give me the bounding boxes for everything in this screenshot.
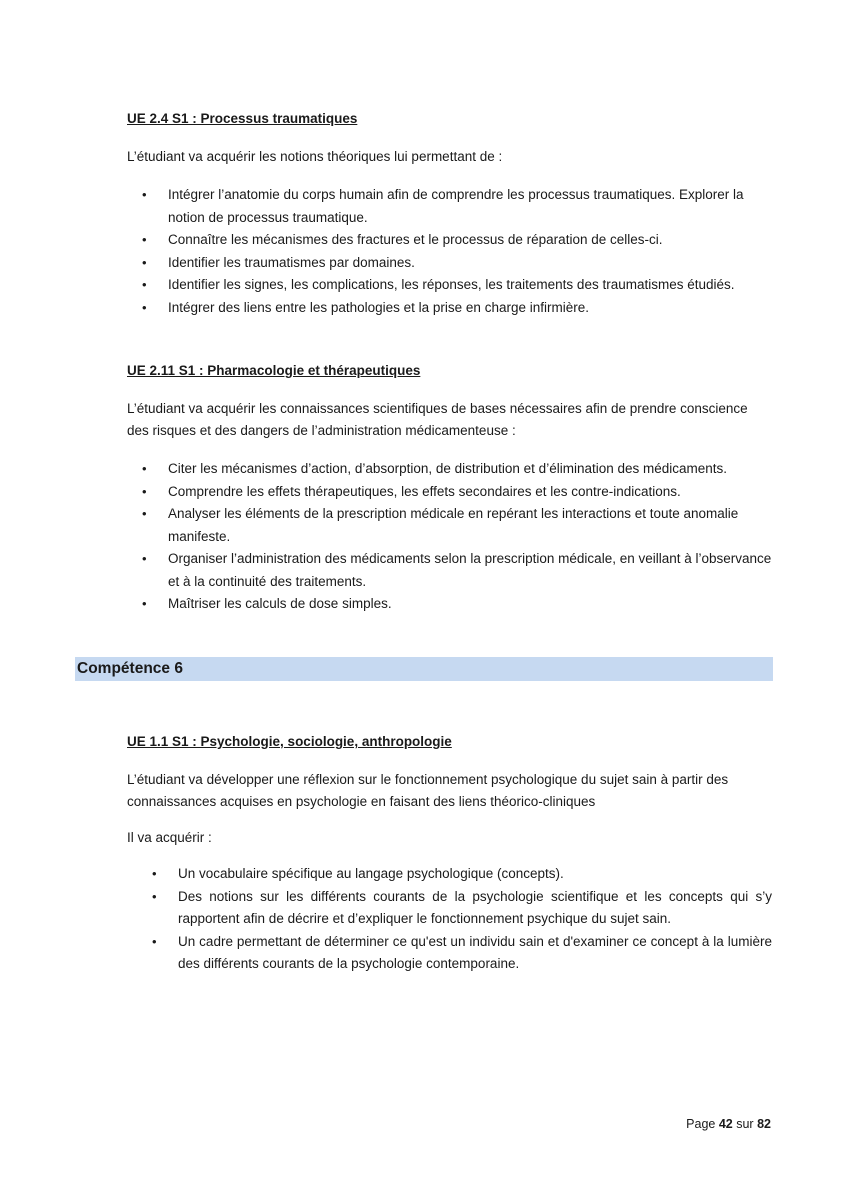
page-current: 42 [718,1117,733,1131]
section-intro: L’étudiant va acquérir les connaissances scientifiques de bases nécessaires afin de prendre conscience des risques et des dangers de l’administration médicamenteuse : [127,401,748,438]
page-separator: sur [736,1117,754,1131]
bullet-icon: • [142,483,147,499]
bullet-icon: • [142,187,147,202]
bullet-icon: • [152,933,157,949]
competence-banner [75,657,773,681]
bullet-icon: • [142,277,147,292]
bullet-icon: • [152,866,157,881]
section-heading: UE 1.1 S1 : Psychologie, sociologie, anthropologie [127,734,452,749]
list-item: • Identifier les traumatismes par domaines. [127,252,772,275]
list-item: • Identifier les signes, les complications, les réponses, les traitements des traumatismes étudiés. [127,274,772,297]
section-ue-1-1 [127,733,772,976]
list-item: • Des notions sur les différents courants de la psychologie scientifique et les concepts qui s’y rapportent afin de décrire et d’expliquer le fonctionnement psychique du sujet sain. [127,886,772,931]
section-ue-2-11 [127,362,772,616]
bullet-icon: • [142,506,147,521]
list-item: • Intégrer des liens entre les pathologies et la prise en charge infirmière. [127,297,772,320]
bullet-icon: • [142,596,147,611]
list-item: • Comprendre les effets thérapeutiques, les effets secondaires et les contre-indications. [127,481,772,504]
bullet-icon: • [142,232,147,247]
section-heading: UE 2.11 S1 : Pharmacologie et thérapeutiques [127,363,421,378]
bullet-icon: • [152,888,157,904]
page-prefix: Page [686,1117,716,1131]
bullet-icon: • [142,299,147,315]
list-item: • Intégrer l’anatomie du corps humain afin de comprendre les processus traumatiques. Explorer la notion de processus traumatique. [127,184,772,229]
list-item: • Maîtriser les calculs de dose simples. [127,593,772,616]
list-item: • Un cadre permettant de déterminer ce qu'est un individu sain et d'examiner ce concept à la lumière des différents courants de la psychologie contemporaine. [127,931,772,976]
section-heading: UE 2.4 S1 : Processus traumatiques [127,111,358,126]
section-intro: L’étudiant va développer une réflexion sur le fonctionnement psychologique du sujet sain à partir des connaissances acquises en psychologie en faisant des liens théorico-cliniques [127,772,729,809]
bullet-icon: • [142,551,147,566]
competence-title: Compétence 6 [77,660,183,677]
section-intro-secondary: Il va acquérir : [127,830,212,845]
list-item: • Connaître les mécanismes des fractures et le processus de réparation de celles-ci. [127,229,772,252]
bullet-icon: • [142,461,147,476]
section-intro: L’étudiant va acquérir les notions théoriques lui permettant de : [127,149,503,164]
page-number [686,1116,771,1132]
bullet-icon: • [142,254,147,270]
section-ue-2-4 [127,110,772,319]
page-total: 82 [757,1117,771,1131]
list-item: • Un vocabulaire spécifique au langage psychologique (concepts). [127,863,772,886]
bullet-list [127,863,772,976]
list-item: • Analyser les éléments de la prescription médicale en repérant les interactions et toute anomalie manifeste. [127,503,772,548]
list-item: • Organiser l’administration des médicaments selon la prescription médicale, en veillant à l’observance et à la continuité des traitements. [127,548,772,593]
list-item: • Citer les mécanismes d’action, d’absorption, de distribution et d’élimination des médicaments. [127,458,772,481]
bullet-list [127,184,772,319]
bullet-list [127,458,772,616]
